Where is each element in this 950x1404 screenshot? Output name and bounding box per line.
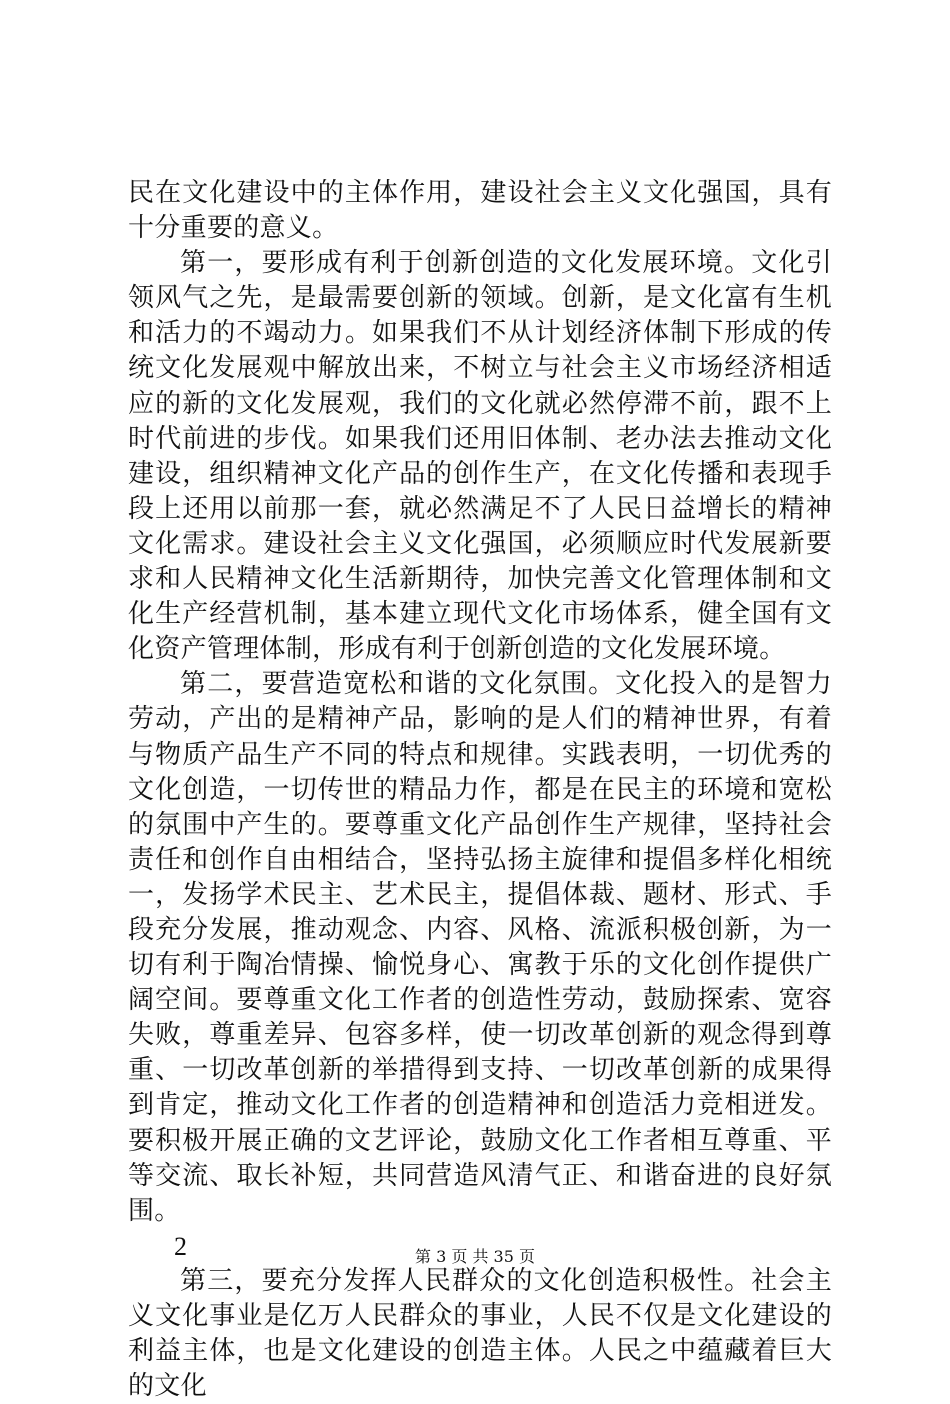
paragraph-first: 第一，要形成有利于创新创造的文化发展环境。文化引领风气之先，是最需要创新的领域。创新，是文化富有生机和活力的不竭动力。如果我们不从计划经济体制下形成的传统文化发展观中解放出来，不树立与社会主义市场经济相适应的新的文化发展观，我们的文化就必然停滞不前，跟不上时代前进的步伐。如果我们还用旧体制、老办法去推动文化建设，组织精神文化产品的创作生产，在文化传播和表现手段上还用以前那一套，就必然满足不了人民日益增长的精神文化需求。建设社会主义文化强国，必须顺应时代发展新要求和人民精神文化生活新期待，加快完善文化管理体制和文化生产经营机制，基本建立现代文化市场体系，健全国有文化资产管理体制，形成有利于创新创造的文化发展环境。 <box>128 248 832 665</box>
body-text <box>128 176 832 1404</box>
stray-number: 2 <box>174 1231 188 1261</box>
paragraph-third: 第三，要充分发挥人民群众的文化创造积极性。社会主义文化事业是亿万人民群众的事业，人民不仅是文化建设的利益主体，也是文化建设的创造主体。人民之中蕴藏着巨大的文化 <box>128 1265 832 1402</box>
paragraph-second: 第二，要营造宽松和谐的文化氛围。文化投入的是智力劳动，产出的是精神产品，影响的是人们的精神世界，有着与物质产品生产不同的特点和规律。实践表明，一切优秀的文化创造，一切传世的精品力作，都是在民主的环境和宽松的氛围中产生的。要尊重文化产品创作生产规律，坚持社会责任和创作自由相结合，坚持弘扬主旋律和提倡多样化相统一，发扬学术民主、艺术民主，提倡体裁、题材、形式、手段充分发展，推动观念、内容、风格、流派积极创新，为一切有利于陶冶情操、愉悦身心、寓教于乐的文化创作提供广阔空间。要尊重文化工作者的创造性劳动，鼓励探索、宽容失败，尊重差异、包容多样，使一切改革创新的观念得到尊重、一切改革创新的举措得到支持、一切改革创新的成果得到肯定，推动文化工作者的创造精神和创造活力竞相迸发。要积极开展正确的文艺评论，鼓励文化工作者相互尊重、平等交流、取长补短，共同营造风清气正、和谐奋进的良好氛围。 <box>128 669 832 1226</box>
paragraph-continuation: 民在文化建设中的主体作用，建设社会主义文化强国，具有十分重要的意义。 <box>128 178 832 244</box>
page-footer: 第 3 页 共 35 页 <box>415 1247 535 1266</box>
